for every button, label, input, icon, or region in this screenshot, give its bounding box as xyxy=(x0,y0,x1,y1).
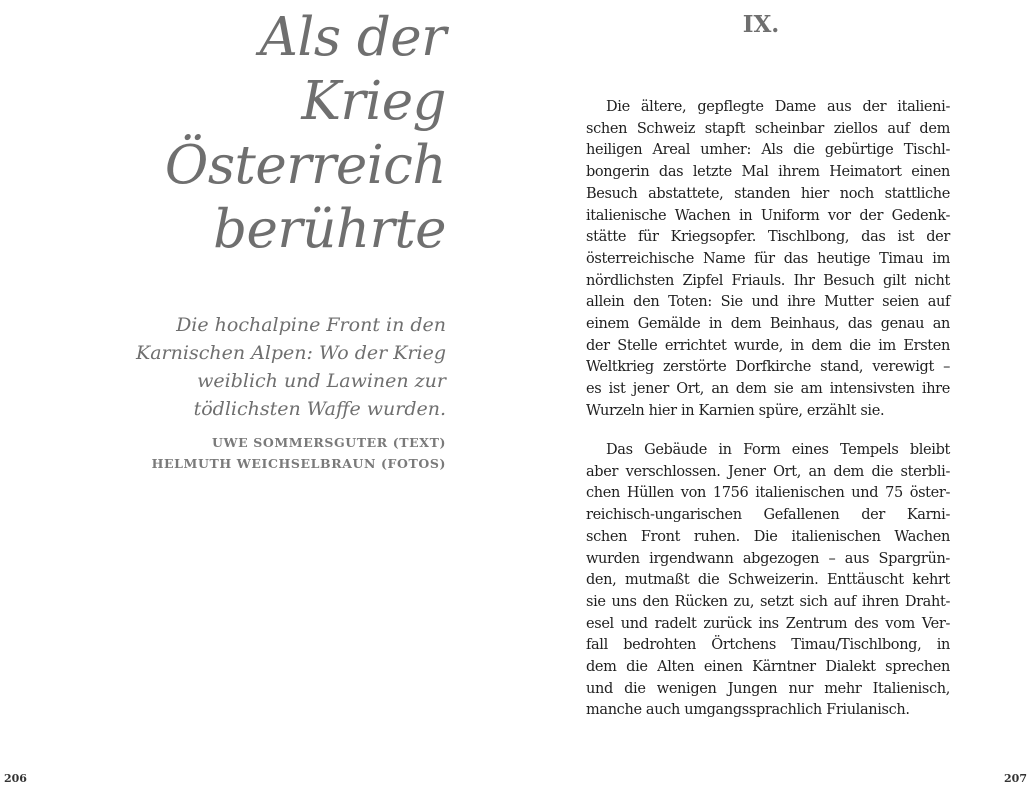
article-subtitle xyxy=(86,311,446,423)
text-line: es ist jener Ort, an dem sie am intensivsten ihre xyxy=(586,381,950,398)
text-line: dem die Alten einen Kärntner Dialekt sprechen xyxy=(586,659,950,676)
page-number-left: 206 xyxy=(4,772,27,785)
text-line: chen Hüllen von 1756 italienischen und 75 öster- xyxy=(586,485,950,502)
body-paragraph-1 xyxy=(586,97,950,423)
credit-text: UWE SOMMERSGUTER (TEXT) xyxy=(212,435,446,450)
page-number-right: 207 xyxy=(1004,772,1027,785)
title-line: Österreich xyxy=(164,135,446,196)
title-line: Als der xyxy=(259,7,446,68)
text-line: fall bedrohten Örtchens Timau/Tischlbong, in xyxy=(586,637,950,654)
text-line: einem Gemälde in dem Beinhaus, das genau an xyxy=(586,316,950,333)
text-line: stätte für Kriegsopfer. Tischlbong, das ist der xyxy=(586,229,950,246)
text-line: sie uns den Rücken zu, setzt sich auf ihren Draht- xyxy=(586,593,950,610)
text-line: Wurzeln hier in Karnien spüre, erzählt sie. xyxy=(586,402,885,419)
text-line: esel und radelt zurück ins Zentrum des vom Ver- xyxy=(586,615,950,632)
text-line: allein den Toten: Sie und ihre Mutter seien auf xyxy=(586,294,950,311)
text-line: aber verschlossen. Jener Ort, an dem die sterbli- xyxy=(586,463,950,480)
credit-photos: HELMUTH WEICHSELBRAUN (FOTOS) xyxy=(151,456,446,471)
author-credits xyxy=(86,432,446,474)
text-line: der Stelle errichtet wurde, in dem die im Ersten xyxy=(586,337,950,354)
text-line: schen Schweiz stapft scheinbar ziellos auf dem xyxy=(586,120,950,137)
text-line: heiligen Areal umher: Als die gebürtige Tischl- xyxy=(586,142,950,159)
right-page xyxy=(516,0,1033,792)
text-line: österreichische Name für das heutige Timau im xyxy=(586,250,950,267)
article-title xyxy=(26,6,446,262)
subtitle-line: weiblich und Lawinen zur xyxy=(197,370,446,392)
subtitle-line: tödlichsten Waffe wurden. xyxy=(193,398,446,420)
left-page xyxy=(0,0,516,792)
text-line: und die wenigen Jungen nur mehr Italienisch, xyxy=(586,680,950,697)
text-line: wurden irgendwann abgezogen – aus Spargrün- xyxy=(586,550,950,567)
title-line: berührte xyxy=(213,199,446,260)
text-line: Weltkrieg zerstörte Dorfkirche stand, verewigt – xyxy=(586,359,950,376)
body-paragraph-2 xyxy=(586,440,950,722)
text-line: manche auch umgangssprachlich Friulanisch. xyxy=(586,702,910,719)
text-line: schen Front ruhen. Die italienischen Wachen xyxy=(586,528,950,545)
subtitle-line: Karnischen Alpen: Wo der Krieg xyxy=(136,342,446,364)
text-line: reichisch-ungarischen Gefallenen der Karni- xyxy=(586,507,950,524)
text-line: Besuch abstattete, standen hier noch stattliche xyxy=(586,185,950,202)
text-line: Die ältere, gepflegte Dame aus der italieni- xyxy=(606,99,950,115)
text-line: bongerin das letzte Mal ihrem Heimatort einen xyxy=(586,164,950,181)
title-line: Krieg xyxy=(301,71,446,132)
text-line: italienische Wachen in Uniform vor der Gedenk- xyxy=(586,207,950,224)
subtitle-line: Die hochalpine Front in den xyxy=(176,314,446,336)
text-line: den, mutmaßt die Schweizerin. Enttäuscht kehrt xyxy=(586,572,950,589)
text-line: nördlichsten Zipfel Friauls. Ihr Besuch gilt nicht xyxy=(586,272,950,289)
text-line: Das Gebäude in Form eines Tempels bleibt xyxy=(606,442,950,458)
chapter-number: IX. xyxy=(742,11,780,38)
